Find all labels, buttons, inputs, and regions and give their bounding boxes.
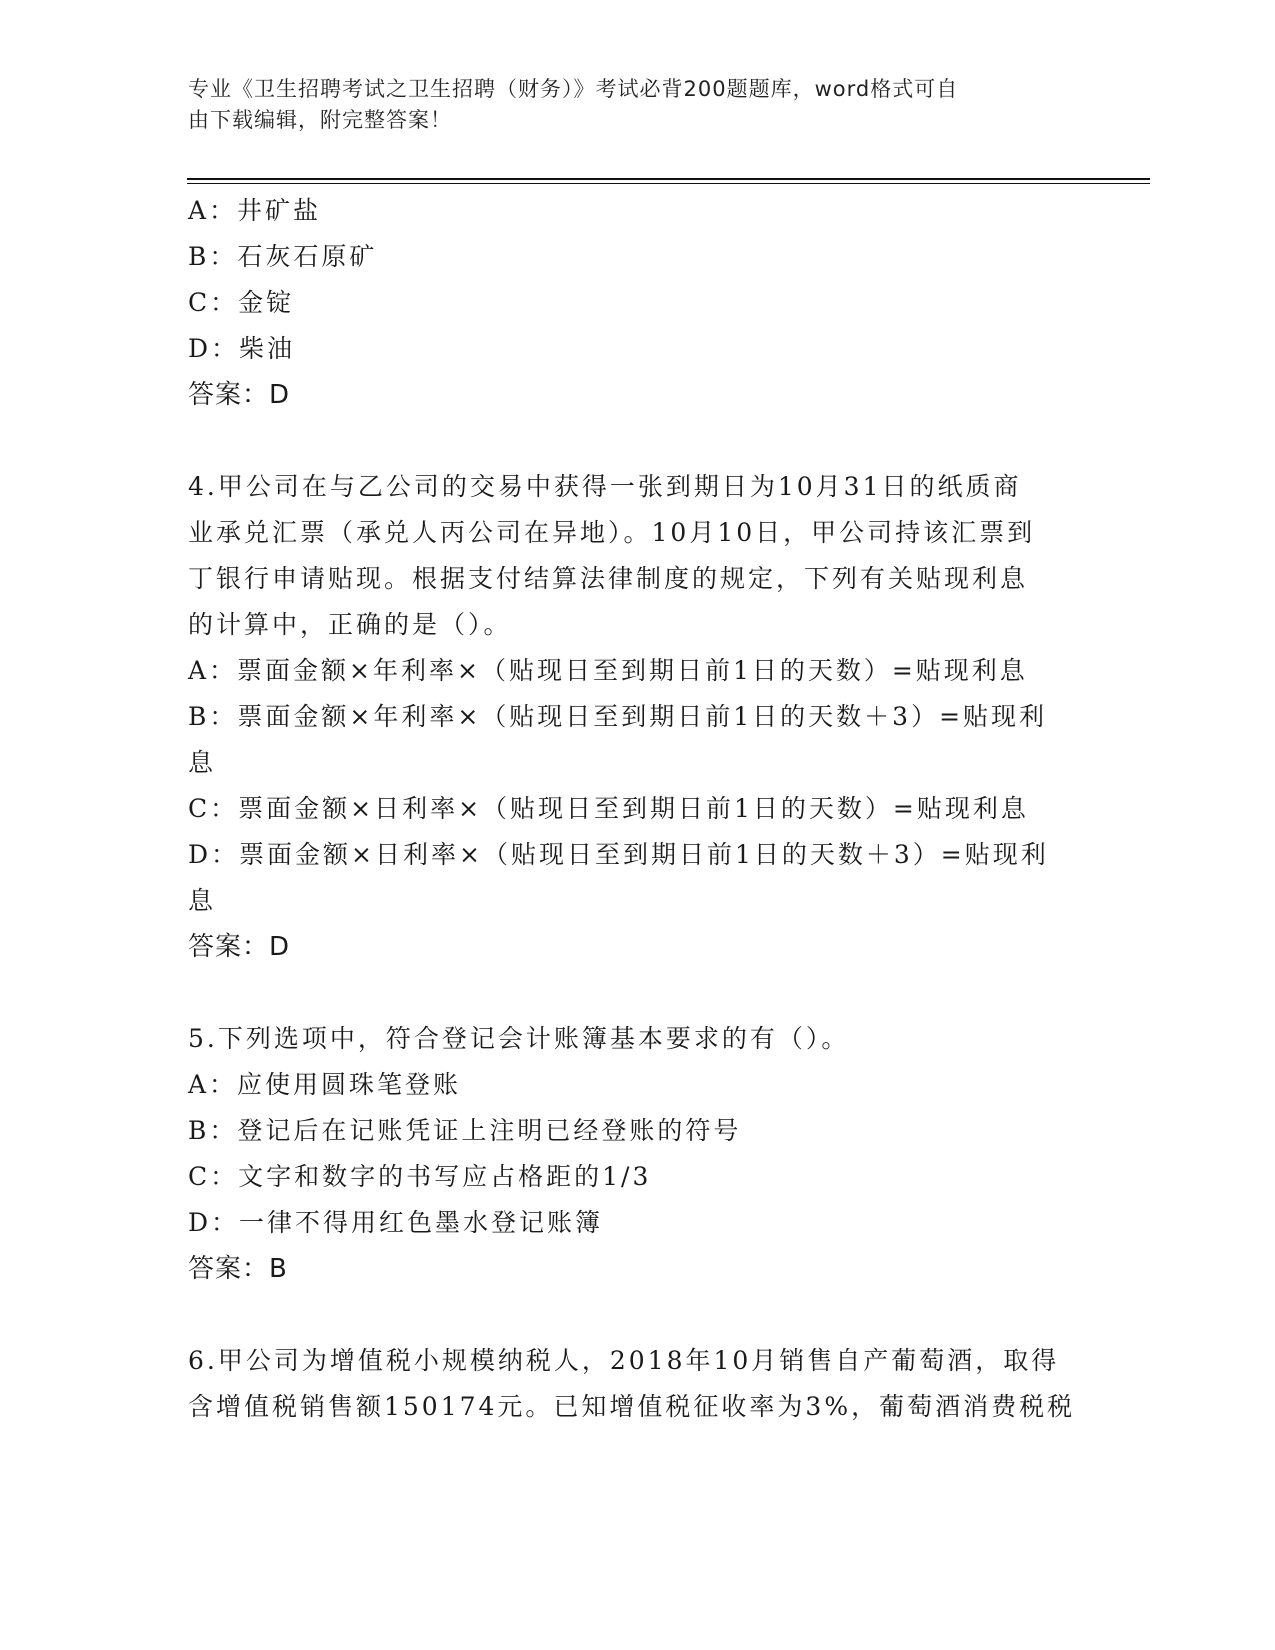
question-5-answer: 答案：B (188, 1254, 288, 1284)
stem-line: 6.甲公司为增值税小规模纳税人，2018年10月销售自产葡萄酒，取得 (188, 1346, 1060, 1375)
stem-line: 4.甲公司在与乙公司的交易中获得一张到期日为10月31日的纸质商 (188, 472, 1022, 501)
spacer (188, 1292, 1088, 1338)
question-5-stem: 5.下列选项中，符合登记会计账簿基本要求的有（）。 (188, 1024, 850, 1053)
spacer (188, 418, 1088, 464)
header-line-2: 由下载编辑，附完整答案！ (188, 108, 452, 132)
header-rule-thin (187, 183, 1150, 184)
option-d: D：柴油 (188, 334, 296, 363)
document-header (188, 74, 1068, 136)
option-c: C：票面金额×日利率×（贴现日至到期日前1日的天数）=贴现利息 (188, 794, 1029, 823)
question-4-stem (188, 464, 1088, 648)
question-3-answer: 答案：D (188, 380, 291, 410)
question-4-options (188, 648, 1088, 924)
option-a: A：井矿盐 (188, 196, 322, 225)
option-b: B：石灰石原矿 (188, 242, 378, 271)
option-b: B：登记后在记账凭证上注明已经登账的符号 (188, 1116, 742, 1145)
option-a: A：应使用圆珠笔登账 (188, 1070, 462, 1099)
option-d-continued: 息 (188, 886, 217, 915)
option-c: C：金锭 (188, 288, 295, 317)
stem-line: 的计算中，正确的是（）。 (188, 610, 512, 639)
header-rule-thick (187, 178, 1150, 180)
option-b: B：票面金额×年利率×（贴现日至到期日前1日的天数＋3）=贴现利 (188, 702, 1048, 731)
question-3-options (188, 188, 1088, 372)
option-b-continued: 息 (188, 748, 217, 777)
question-6-stem (188, 1338, 1088, 1430)
option-d: D：票面金额×日利率×（贴现日至到期日前1日的天数＋3）=贴现利 (188, 840, 1049, 869)
stem-line: 丁银行申请贴现。根据支付结算法律制度的规定，下列有关贴现利息 (188, 564, 1029, 593)
question-content (188, 188, 1088, 1430)
option-c: C：文字和数字的书写应占格距的1/3 (188, 1162, 652, 1191)
question-4-answer: 答案：D (188, 932, 291, 962)
option-d: D：一律不得用红色墨水登记账簿 (188, 1208, 604, 1237)
spacer (188, 970, 1088, 1016)
stem-line: 含增值税销售额150174元。已知增值税征收率为3%，葡萄酒消费税税 (188, 1392, 1076, 1421)
header-line-1: 专业《卫生招聘考试之卫生招聘（财务）》考试必背200题题库，word格式可自 (188, 77, 959, 101)
question-5-options (188, 1062, 1088, 1246)
option-a: A：票面金额×年利率×（贴现日至到期日前1日的天数）=贴现利息 (188, 656, 1028, 685)
stem-line: 业承兑汇票（承兑人丙公司在异地）。10月10日，甲公司持该汇票到 (188, 518, 1036, 547)
